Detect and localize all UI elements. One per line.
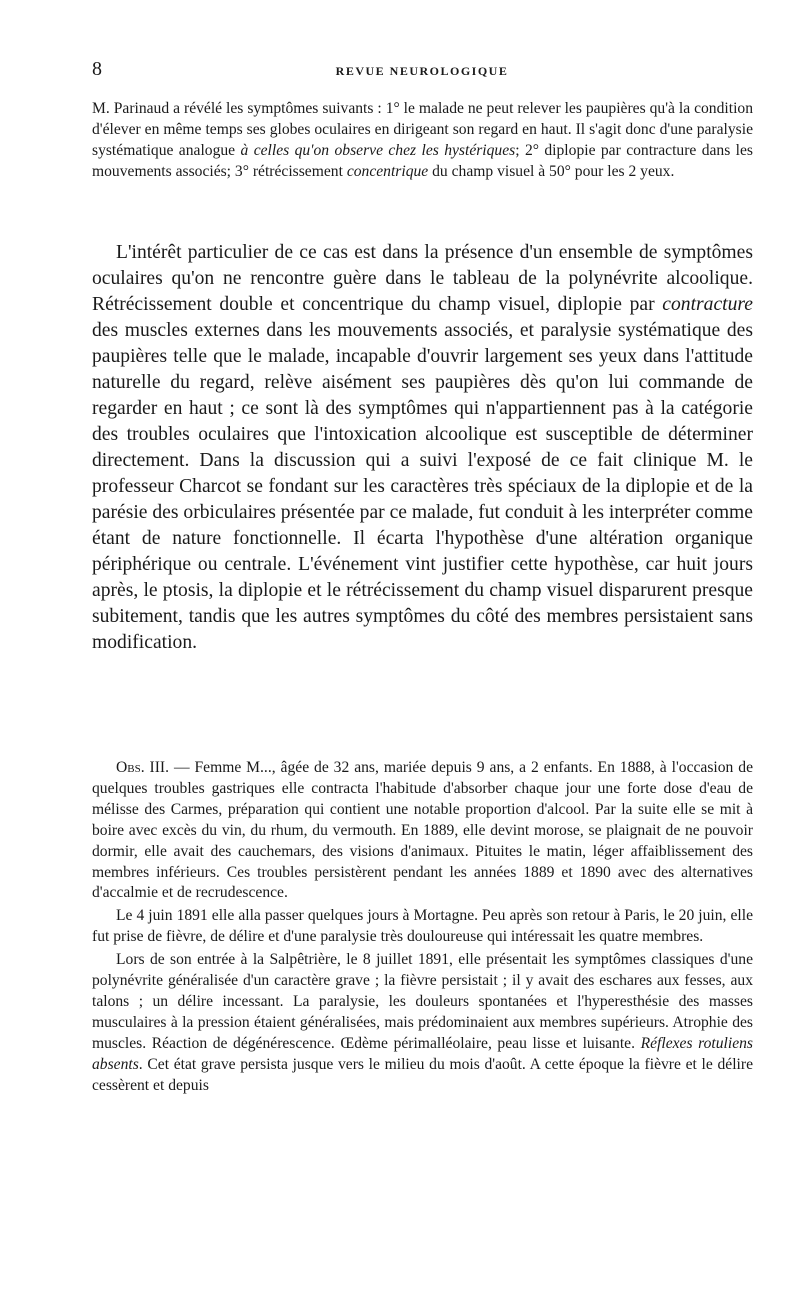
observation-italic: Réflexes rotuliens absents — [92, 1034, 753, 1073]
intro-italic-1: à celles qu'on observe chez les hystériques — [240, 141, 516, 159]
main-text-a: L'intérêt particulier de ce cas est dans la présence d'un ensemble de symptômes oculaires qu'on ne rencontre guère dans le tableau de la polynévrite alcoolique. Rétrécissement double et concentrique du champ visuel, diplopie par — [92, 242, 753, 315]
page-header — [92, 58, 752, 88]
main-paragraph — [92, 240, 753, 656]
main-paragraph-block — [92, 240, 753, 656]
observation-paragraph-3 — [92, 950, 753, 1096]
intro-text-a: M. Parinaud a révélé les symptômes suivants : 1° le malade ne peut relever les paupières qu'à la condition d'élever en même temps ses globes oculaires en dirigeant son regard en haut. Il s'agit donc d'une paralysie systématique analogue — [92, 100, 753, 159]
intro-text-c: du champ visuel à 50° pour les 2 yeux. — [428, 162, 675, 180]
intro-paragraph — [92, 99, 753, 183]
intro-paragraph-block — [92, 99, 753, 183]
observation-block — [92, 758, 753, 1097]
intro-italic-2: concentrique — [346, 162, 429, 180]
main-italic: contracture — [662, 294, 753, 315]
intro-text-b: ; 2° diplopie par contracture dans les mouvements associés; 3° rétrécissement — [92, 141, 754, 180]
running-head: REVUE NEUROLOGIQUE — [335, 64, 509, 78]
observation-text-1: — Femme M..., âgée de 32 ans, mariée depuis 9 ans, a 2 enfants. En 1888, à l'occasion de quelques troubles gastriques elle contracta l'habitude d'absorber chaque jour une forte dose d'eau de mélisse des Carmes, préparation qui contient une notable proportion d'alcool. Par la suite elle se mit à boire avec excès du vin, du rhum, du vermouth. En 1889, elle devint morose, se plaignait de ne pouvoir dormir, elle avait des cauchemars, des visions d'animaux. Pituites le matin, léger affaiblissement des membres inférieurs. Ces troubles persistèrent pendant les années 1889 et 1890 avec des alternatives d'accalmie et de recrudescence. — [92, 759, 753, 902]
observation-paragraph-1 — [92, 758, 753, 904]
observation-paragraph-2: Le 4 juin 1891 elle alla passer quelques jours à Mortagne. Peu après son retour à Paris, le 20 juin, elle fut prise de fièvre, de délire et d'une paralysie très douloureuse qui intéressait les quatre membres. — [92, 907, 753, 946]
observation-label: Obs. III. — [116, 759, 170, 776]
page-number: 8 — [92, 58, 102, 80]
observation-text-3a: Lors de son entrée à la Salpêtrière, le 8 juillet 1891, elle présentait les symptômes classiques d'une polynévrite généralisée d'un caractère grave ; la fièvre persistait ; il y avait des eschares aux fesses, aux talons ; un délire incessant. La paralysie, les douleurs spontanées et l'hyperesthésie des masses musculaires à la pression étaient généralisées, mais prédominaient aux membres supérieurs. Atrophie des muscles. Réaction de dégénérescence. Œdème périmalléolaire, peau lisse et luisante. — [92, 951, 753, 1052]
main-text-b: des muscles externes dans les mouvements associés, et paralysie systématique des paupières telle que le malade, incapable d'ouvrir largement ses yeux dans l'attitude naturelle du regard, relève aisément ses paupières dès qu'on lui commande de regarder en haut ; ce sont là des symptômes qui n'appartiennent pas à la catégorie des troubles oculaires que l'intoxication alcoolique est susceptible de déterminer directement. Dans la discussion qui a suivi l'exposé de ce fait clinique M. le professeur Charcot se fondant sur les caractères très spéciaux de la diplopie et de la parésie des orbiculaires présentée par ce malade, fut conduit à les interpréter comme étant de nature fonctionnelle. Il écarta l'hypothèse d'une altération organique périphérique ou centrale. L'événement vint justifier cette hypothèse, car huit jours après, le ptosis, la diplopie et le rétrécissement du champ visuel disparurent presque subitement, tandis que les autres symptômes du côté des membres persistaient sans modification. — [92, 320, 753, 653]
observation-text-3b: . Cet état grave persista jusque vers le milieu du mois d'août. A cette époque la fièvre et le délire cessèrent et depuis — [92, 1055, 753, 1094]
